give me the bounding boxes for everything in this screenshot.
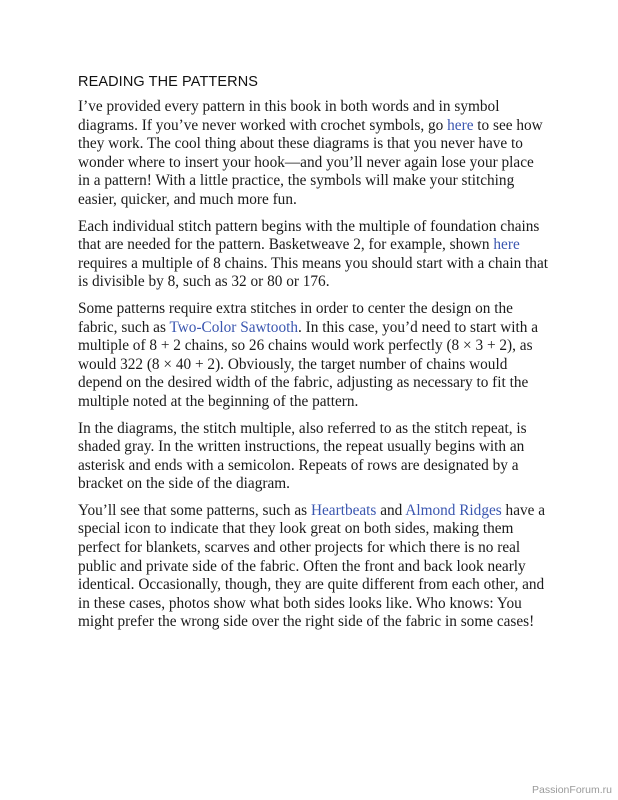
paragraph-text: Some patterns require extra stitches in order to center the design on the fabric, such as <box>78 299 513 336</box>
link-crochet-symbols[interactable]: here <box>447 116 474 134</box>
paragraph-text: I’ve provided every pattern in this book in both words and in symbol diagrams. If you’ve never worked with crochet symbols, go <box>78 98 500 134</box>
paragraph-symbol-diagrams <box>78 98 548 210</box>
link-basketweave-2[interactable]: here <box>493 236 520 254</box>
paragraph-text: . In this case, you’d need to start with a multiple of 8 + 2 chains, so 26 chains would work perfectly (8 × 3 + 2), as would 322 (8 × 40 + 2). Obviously, the target number of chains would depend on the desired width of the fabric, adjusting as necessary to fit the multiple noted at the beginning of the pattern. <box>78 318 539 410</box>
paragraph-text: Each individual stitch pattern begins with the multiple of foundation chains that are needed for the pattern. Basketweave 2, for example, shown <box>78 217 540 254</box>
section-heading: READING THE PATTERNS <box>78 74 259 90</box>
watermark: PassionForum.ru <box>532 784 612 796</box>
link-two-color-sawtooth[interactable]: Two-Color Sawtooth <box>169 318 298 336</box>
link-almond-ridges[interactable]: Almond Ridges <box>405 501 502 519</box>
paragraph-stitch-repeat: In the diagrams, the stitch multiple, also referred to as the stitch repeat, is shaded gray. In the written instructions, the repeat usually begins with an asterisk and ends with a semicolon. Repeats of rows are designated by a bracket on the side of the diagram. <box>78 419 527 493</box>
paragraph-both-sides <box>78 502 548 632</box>
paragraph-text: have a special icon to indicate that they look great on both sides, making them perfect for blankets, scarves and other projects for which there is no real public and private side of the fabric. Often the front and back look nearly identical. Occasionally, though, they are quite different from each other, and in these cases, photos show what both sides looks like. Who knows: You might prefer the wrong side over the right side of the fabric in some cases! <box>78 501 546 631</box>
paragraph-extra-stitches <box>78 300 548 412</box>
paragraph-text: You’ll see that some patterns, such as <box>78 501 311 519</box>
paragraph-text: to see how they work. The cool thing about these diagrams is that you never have to wonder where to insert your hook—and you’ll never again lose your place in a pattern! With a little practice, the symbols will make your stitching easier, quicker, and much more fun. <box>78 116 543 208</box>
paragraph-text: and <box>376 501 406 519</box>
paragraph-text: requires a multiple of 8 chains. This means you should start with a chain that is divisible by 8, such as 32 or 80 or 176. <box>78 254 548 291</box>
paragraph-foundation-chains <box>78 218 548 292</box>
link-heartbeats[interactable]: Heartbeats <box>310 501 377 519</box>
page-content <box>78 72 548 640</box>
